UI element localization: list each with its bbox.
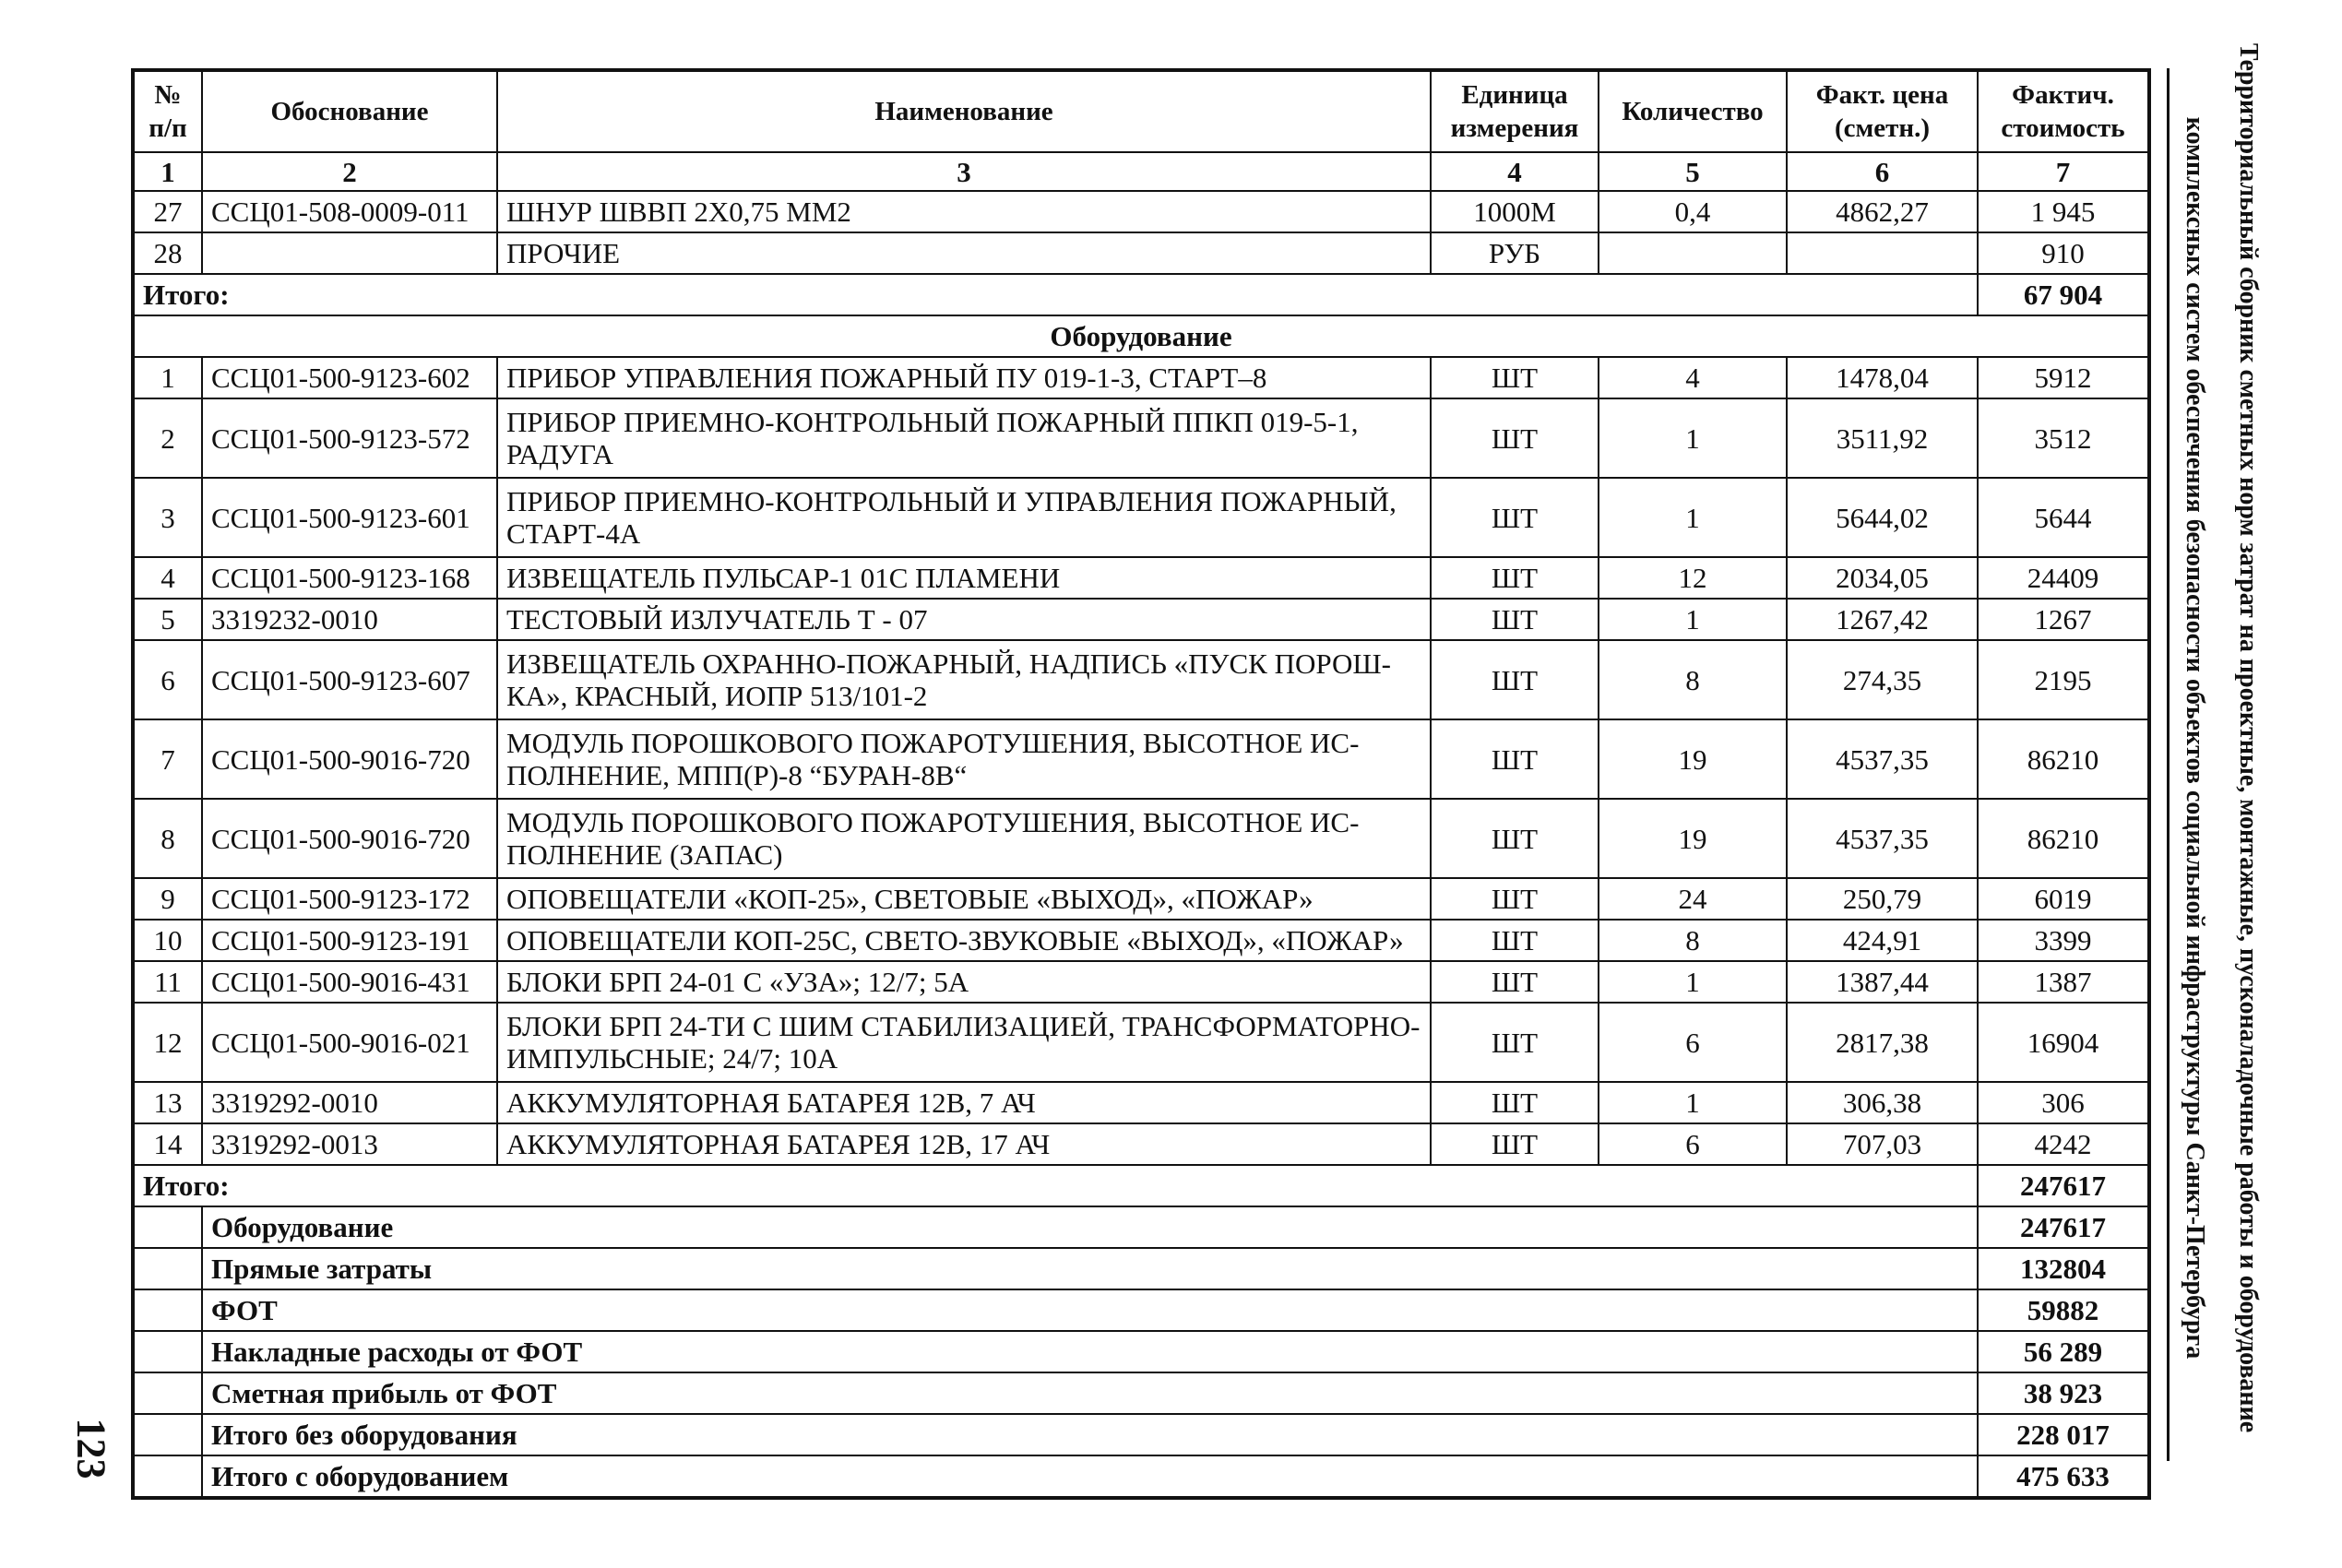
side-rule-divider <box>2167 68 2170 1461</box>
summary-spacer <box>133 1206 202 1248</box>
col-number: 1 <box>133 152 202 191</box>
row-unit: ШТ <box>1431 640 1599 719</box>
row-number: 2 <box>133 398 202 478</box>
header-row <box>133 70 2149 152</box>
row-quantity: 8 <box>1599 920 1787 961</box>
table-row <box>133 961 2149 1003</box>
row-basis-code: ССЦ01-500-9123-602 <box>202 357 497 398</box>
row-number: 28 <box>133 232 202 274</box>
row-price <box>1787 232 1978 274</box>
total-value: 247617 <box>1978 1165 2149 1206</box>
row-number: 8 <box>133 799 202 878</box>
col-number: 6 <box>1787 152 1978 191</box>
summary-label: Итого без оборудования <box>202 1414 1978 1455</box>
row-item-name: БЛОКИ БРП 24-ТИ С ШИМ СТАБИЛИЗАЦИЕЙ, ТРАНСФОРМАТОРНО-ИМПУЛЬСНЫЕ; 24/7; 10А <box>497 1003 1431 1082</box>
row-item-name: ИЗВЕЩАТЕЛЬ ПУЛЬСАР-1 01С ПЛАМЕНИ <box>497 557 1431 599</box>
row-item-name: ШНУР ШВВП 2Х0,75 ММ2 <box>497 191 1431 232</box>
row-cost: 1267 <box>1978 599 2149 640</box>
row-quantity: 1 <box>1599 398 1787 478</box>
row-unit: ШТ <box>1431 799 1599 878</box>
row-item-name: БЛОКИ БРП 24-01 С «УЗА»; 12/7; 5А <box>497 961 1431 1003</box>
summary-label: Накладные расходы от ФОТ <box>202 1331 1978 1372</box>
row-cost: 86210 <box>1978 719 2149 799</box>
row-price: 5644,02 <box>1787 478 1978 557</box>
summary-spacer <box>133 1289 202 1331</box>
table-row <box>133 799 2149 878</box>
summary-label: ФОТ <box>202 1289 1978 1331</box>
summary-row <box>133 1206 2149 1248</box>
row-quantity: 19 <box>1599 799 1787 878</box>
total-label: Итого: <box>133 274 1978 315</box>
row-price: 2034,05 <box>1787 557 1978 599</box>
row-price: 306,38 <box>1787 1082 1978 1123</box>
row-item-name: ПРИБОР ПРИЕМНО-КОНТРОЛЬНЫЙ ПОЖАРНЫЙ ППКП 019-5-1, РАДУГА <box>497 398 1431 478</box>
row-item-name: ОПОВЕЩАТЕЛИ «КОП-25», СВЕТОВЫЕ «ВЫХОД», «ПОЖАР» <box>497 878 1431 920</box>
col-number: 7 <box>1978 152 2149 191</box>
row-unit: ШТ <box>1431 557 1599 599</box>
row-unit: ШТ <box>1431 920 1599 961</box>
summary-row <box>133 1248 2149 1289</box>
equipment-section-row <box>133 315 2149 357</box>
summary-value: 56 289 <box>1978 1331 2149 1372</box>
table-row <box>133 191 2149 232</box>
row-item-name: ПРИБОР ПРИЕМНО-КОНТРОЛЬНЫЙ И УПРАВЛЕНИЯ ПОЖАРНЫЙ, СТАРТ-4А <box>497 478 1431 557</box>
row-number: 14 <box>133 1123 202 1165</box>
row-item-name: МОДУЛЬ ПОРОШКОВОГО ПОЖАРОТУШЕНИЯ, ВЫСОТНОЕ ИС-ПОЛНЕНИЕ, МПП(Р)-8 “БУРАН-8В“ <box>497 719 1431 799</box>
row-unit: ШТ <box>1431 878 1599 920</box>
row-cost: 5912 <box>1978 357 2149 398</box>
row-cost: 24409 <box>1978 557 2149 599</box>
row-cost: 910 <box>1978 232 2149 274</box>
row-item-name: АККУМУЛЯТОРНАЯ БАТАРЕЯ 12В, 7 АЧ <box>497 1082 1431 1123</box>
row-number: 11 <box>133 961 202 1003</box>
equipment-total-row <box>133 1165 2149 1206</box>
summary-row <box>133 1331 2149 1372</box>
summary-spacer <box>133 1372 202 1414</box>
col-header-basis: Обоснование <box>202 70 497 152</box>
side-caption-line-1: Территориальный сборник сметных норм затрат на проектные, монтажные, пусконаладочные работы и оборудование <box>2234 42 2263 1433</box>
row-number: 13 <box>133 1082 202 1123</box>
row-price: 4537,35 <box>1787 719 1978 799</box>
summary-row <box>133 1455 2149 1498</box>
row-number: 27 <box>133 191 202 232</box>
row-number: 4 <box>133 557 202 599</box>
row-item-name: АККУМУЛЯТОРНАЯ БАТАРЕЯ 12В, 17 АЧ <box>497 1123 1431 1165</box>
row-quantity: 6 <box>1599 1003 1787 1082</box>
row-basis-code: 3319232-0010 <box>202 599 497 640</box>
row-price: 4537,35 <box>1787 799 1978 878</box>
summary-label: Прямые затраты <box>202 1248 1978 1289</box>
row-basis-code: ССЦ01-508-0009-011 <box>202 191 497 232</box>
summary-row <box>133 1414 2149 1455</box>
table-row <box>133 878 2149 920</box>
col-header-name: Наименование <box>497 70 1431 152</box>
row-unit: 1000М <box>1431 191 1599 232</box>
row-basis-code: 3319292-0010 <box>202 1082 497 1123</box>
col-header-cost: Фактич. стоимость <box>1978 70 2149 152</box>
section-title: Оборудование <box>133 315 2149 357</box>
table-row <box>133 640 2149 719</box>
materials-total-row <box>133 274 2149 315</box>
row-cost: 2195 <box>1978 640 2149 719</box>
col-number: 3 <box>497 152 1431 191</box>
estimate-table <box>131 68 2151 1500</box>
row-basis-code: ССЦ01-500-9123-191 <box>202 920 497 961</box>
table-row <box>133 232 2149 274</box>
table-row <box>133 557 2149 599</box>
row-number: 3 <box>133 478 202 557</box>
row-unit: ШТ <box>1431 599 1599 640</box>
row-basis-code: ССЦ01-500-9016-431 <box>202 961 497 1003</box>
row-cost: 16904 <box>1978 1003 2149 1082</box>
col-header-num: № п/п <box>133 70 202 152</box>
table-row <box>133 357 2149 398</box>
row-basis-code: ССЦ01-500-9123-168 <box>202 557 497 599</box>
row-number: 10 <box>133 920 202 961</box>
col-header-price: Факт. цена (сметн.) <box>1787 70 1978 152</box>
row-price: 1387,44 <box>1787 961 1978 1003</box>
row-cost: 6019 <box>1978 878 2149 920</box>
summary-spacer <box>133 1414 202 1455</box>
row-unit: ШТ <box>1431 398 1599 478</box>
row-cost: 3399 <box>1978 920 2149 961</box>
row-quantity: 1 <box>1599 599 1787 640</box>
row-price: 3511,92 <box>1787 398 1978 478</box>
row-price: 250,79 <box>1787 878 1978 920</box>
row-unit: ШТ <box>1431 478 1599 557</box>
row-basis-code: ССЦ01-500-9016-021 <box>202 1003 497 1082</box>
row-basis-code: ССЦ01-500-9123-572 <box>202 398 497 478</box>
row-cost: 86210 <box>1978 799 2149 878</box>
row-price: 1478,04 <box>1787 357 1978 398</box>
row-quantity: 0,4 <box>1599 191 1787 232</box>
row-basis-code: ССЦ01-500-9123-601 <box>202 478 497 557</box>
table-row <box>133 719 2149 799</box>
side-caption-line-2: комплексных систем обеспечения безопасности объектов социальной инфраструктуры Санкт-Петербурга <box>2181 116 2209 1360</box>
table-row <box>133 478 2149 557</box>
row-price: 707,03 <box>1787 1123 1978 1165</box>
summary-value: 38 923 <box>1978 1372 2149 1414</box>
row-price: 4862,27 <box>1787 191 1978 232</box>
row-number: 1 <box>133 357 202 398</box>
row-cost: 5644 <box>1978 478 2149 557</box>
summary-label: Итого с оборудованием <box>202 1455 1978 1498</box>
page-number: 123 <box>68 1418 114 1479</box>
row-quantity: 1 <box>1599 961 1787 1003</box>
row-basis-code: ССЦ01-500-9016-720 <box>202 799 497 878</box>
summary-spacer <box>133 1455 202 1498</box>
row-quantity: 6 <box>1599 1123 1787 1165</box>
row-number: 6 <box>133 640 202 719</box>
row-basis-code <box>202 232 497 274</box>
col-number: 5 <box>1599 152 1787 191</box>
row-cost: 1 945 <box>1978 191 2149 232</box>
table-row <box>133 398 2149 478</box>
row-quantity: 19 <box>1599 719 1787 799</box>
row-basis-code: ССЦ01-500-9123-172 <box>202 878 497 920</box>
row-item-name: ПРИБОР УПРАВЛЕНИЯ ПОЖАРНЫЙ ПУ 019-1-3, СТАРТ–8 <box>497 357 1431 398</box>
row-number: 9 <box>133 878 202 920</box>
total-value: 67 904 <box>1978 274 2149 315</box>
summary-value: 247617 <box>1978 1206 2149 1248</box>
row-unit: ШТ <box>1431 1082 1599 1123</box>
col-header-qty: Количество <box>1599 70 1787 152</box>
row-basis-code: 3319292-0013 <box>202 1123 497 1165</box>
row-unit: ШТ <box>1431 1123 1599 1165</box>
row-quantity: 8 <box>1599 640 1787 719</box>
row-unit: ШТ <box>1431 719 1599 799</box>
row-price: 274,35 <box>1787 640 1978 719</box>
summary-value: 132804 <box>1978 1248 2149 1289</box>
summary-label: Сметная прибыль от ФОТ <box>202 1372 1978 1414</box>
table-row <box>133 1123 2149 1165</box>
row-item-name: ИЗВЕЩАТЕЛЬ ОХРАННО-ПОЖАРНЫЙ, НАДПИСЬ «ПУСК ПОРОШ-КА», КРАСНЫЙ, ИОПР 513/101-2 <box>497 640 1431 719</box>
row-quantity: 1 <box>1599 1082 1787 1123</box>
table-row <box>133 599 2149 640</box>
row-item-name: ПРОЧИЕ <box>497 232 1431 274</box>
total-label: Итого: <box>133 1165 1978 1206</box>
row-unit: ШТ <box>1431 357 1599 398</box>
summary-row <box>133 1372 2149 1414</box>
row-cost: 1387 <box>1978 961 2149 1003</box>
row-quantity: 4 <box>1599 357 1787 398</box>
row-number: 5 <box>133 599 202 640</box>
row-unit: ШТ <box>1431 961 1599 1003</box>
column-number-row <box>133 152 2149 191</box>
row-cost: 3512 <box>1978 398 2149 478</box>
row-number: 12 <box>133 1003 202 1082</box>
col-number: 2 <box>202 152 497 191</box>
row-quantity <box>1599 232 1787 274</box>
row-basis-code: ССЦ01-500-9123-607 <box>202 640 497 719</box>
table-row <box>133 1082 2149 1123</box>
row-quantity: 1 <box>1599 478 1787 557</box>
row-basis-code: ССЦ01-500-9016-720 <box>202 719 497 799</box>
row-item-name: ОПОВЕЩАТЕЛИ КОП-25С, СВЕТО-ЗВУКОВЫЕ «ВЫХОД», «ПОЖАР» <box>497 920 1431 961</box>
row-item-name: МОДУЛЬ ПОРОШКОВОГО ПОЖАРОТУШЕНИЯ, ВЫСОТНОЕ ИС-ПОЛНЕНИЕ (ЗАПАС) <box>497 799 1431 878</box>
summary-value: 475 633 <box>1978 1455 2149 1498</box>
row-price: 2817,38 <box>1787 1003 1978 1082</box>
row-unit: ШТ <box>1431 1003 1599 1082</box>
row-price: 1267,42 <box>1787 599 1978 640</box>
row-number: 7 <box>133 719 202 799</box>
row-quantity: 12 <box>1599 557 1787 599</box>
summary-spacer <box>133 1331 202 1372</box>
summary-value: 228 017 <box>1978 1414 2149 1455</box>
col-header-unit: Единица измерения <box>1431 70 1599 152</box>
row-unit: РУБ <box>1431 232 1599 274</box>
summary-value: 59882 <box>1978 1289 2149 1331</box>
table-row <box>133 920 2149 961</box>
row-item-name: ТЕСТОВЫЙ ИЗЛУЧАТЕЛЬ Т - 07 <box>497 599 1431 640</box>
summary-spacer <box>133 1248 202 1289</box>
summary-label: Оборудование <box>202 1206 1978 1248</box>
row-price: 424,91 <box>1787 920 1978 961</box>
table-row <box>133 1003 2149 1082</box>
summary-row <box>133 1289 2149 1331</box>
row-quantity: 24 <box>1599 878 1787 920</box>
col-number: 4 <box>1431 152 1599 191</box>
row-cost: 4242 <box>1978 1123 2149 1165</box>
row-cost: 306 <box>1978 1082 2149 1123</box>
